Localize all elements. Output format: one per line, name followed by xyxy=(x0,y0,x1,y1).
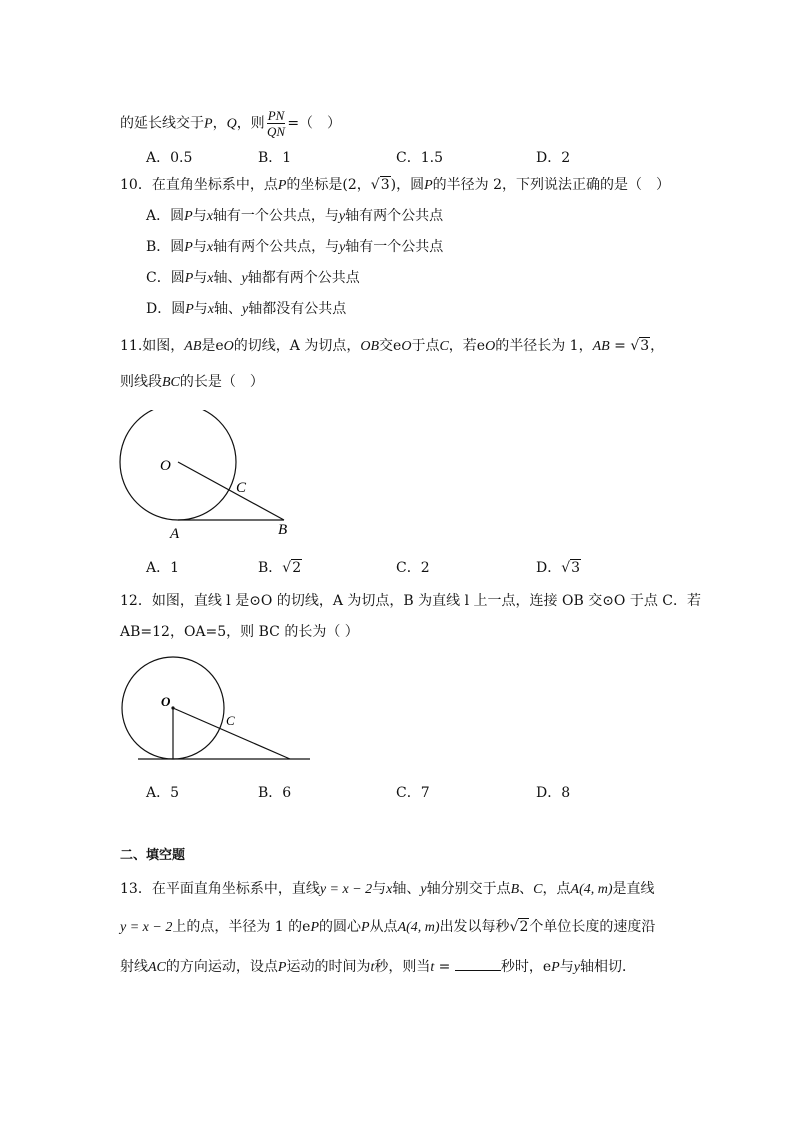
q13-text: 从点 xyxy=(369,919,398,935)
q12-option-b[interactable]: B．6 xyxy=(258,785,292,801)
var-p: P xyxy=(185,302,194,317)
q13-text: 出发以每秒 xyxy=(439,919,510,935)
option-text: D． xyxy=(536,560,562,576)
q13-stem-line1 xyxy=(120,882,655,897)
q12-option-a[interactable]: A．5 xyxy=(146,785,180,801)
q9-option-b[interactable]: B．1 xyxy=(258,150,292,166)
q13-text: 运动的时间为 xyxy=(286,959,371,975)
q11-text: 的半径长为 1， xyxy=(495,338,593,354)
radicand: 2 xyxy=(519,919,529,935)
sqrt-symbol: √ xyxy=(370,177,380,193)
fraction-denominator: QN xyxy=(266,124,286,139)
var-o: O xyxy=(485,339,496,354)
circle-symbol: e xyxy=(302,919,311,935)
var-c: C xyxy=(439,339,449,354)
q11-text: 交 xyxy=(379,338,394,354)
q10-option-a[interactable] xyxy=(146,209,443,224)
q9-text: ，则 xyxy=(236,115,265,132)
q12-label-c: C xyxy=(226,713,235,728)
q13-stem-line3 xyxy=(120,958,636,975)
sqrt-3 xyxy=(561,560,581,576)
q13-text: 的方向运动，设点 xyxy=(165,959,278,975)
sqrt-2 xyxy=(510,920,530,934)
section-title-fill-in: 二、填空题 xyxy=(120,848,186,863)
option-text: 轴、 xyxy=(213,270,242,286)
q11-option-d[interactable] xyxy=(536,557,581,577)
var-p: P xyxy=(184,240,193,255)
radicand: 3 xyxy=(571,560,581,576)
circle-symbol: e xyxy=(476,338,486,354)
var-b: B xyxy=(510,882,520,897)
q13-text: 13．在平面直角坐标系中，直线 xyxy=(120,881,320,897)
radicand: 2 xyxy=(292,560,302,576)
option-text: 轴都有两个公共点 xyxy=(247,270,360,286)
var-x: x xyxy=(386,882,393,897)
q11-text: 是 xyxy=(201,338,216,354)
q10-option-b[interactable] xyxy=(146,240,443,255)
q11-text: 的长是（ ） xyxy=(179,374,264,390)
option-text: B．圆 xyxy=(146,239,185,255)
q9-option-a[interactable]: A．0.5 xyxy=(146,150,193,166)
option-text: 轴有一个公共点，与 xyxy=(212,208,339,224)
equation-line: y = x − 2 xyxy=(319,882,373,897)
q9-text: 的延长线交于 xyxy=(120,115,204,132)
q9-text: =（ ） xyxy=(287,115,342,132)
var-y: y xyxy=(338,209,346,224)
circle-symbol: e xyxy=(393,338,402,354)
q10-option-c[interactable] xyxy=(146,271,360,286)
var-p: P xyxy=(184,209,193,224)
q13-text: 与 xyxy=(372,881,387,897)
q10-text: 的半径为 2，下列说法正确的是（ ） xyxy=(432,177,670,193)
q12-center-dot xyxy=(171,706,174,709)
option-text: C．圆 xyxy=(146,270,185,286)
var-p: P xyxy=(424,178,433,193)
var-o: O xyxy=(401,339,412,354)
var-p: P xyxy=(361,920,370,935)
var-y: y xyxy=(420,882,427,897)
option-text: C．2 xyxy=(396,560,430,576)
q13-text: 轴相切． xyxy=(579,959,636,975)
var-y: y xyxy=(241,271,248,286)
q13-stem-line2 xyxy=(120,920,655,935)
var-t: t xyxy=(370,960,375,975)
q13-text: 秒，则当 xyxy=(374,959,431,975)
var-x: x xyxy=(206,240,214,255)
option-text: 与 xyxy=(192,239,207,255)
q13-text: 射线 xyxy=(120,959,148,975)
q12-figure xyxy=(110,650,320,770)
var-bc: BC xyxy=(162,375,180,390)
sqrt-3 xyxy=(371,178,391,192)
q11-label-b: B xyxy=(278,522,288,538)
q11-stem-line2 xyxy=(120,375,264,390)
q11-text: 11.如图， xyxy=(120,338,185,354)
var-q: Q xyxy=(226,116,237,132)
q9-option-c[interactable]: C．1.5 xyxy=(396,150,443,166)
option-text: 轴有两个公共点 xyxy=(345,208,444,224)
var-x: x xyxy=(207,271,214,286)
q10-option-d[interactable] xyxy=(146,302,346,317)
option-text: B． xyxy=(258,560,283,576)
var-p: P xyxy=(184,271,194,286)
option-text: 与 xyxy=(192,208,207,224)
q12-stem-line1: 12．如图，直线 l 是⊙O 的切线，A 为切点，B 为直线 l 上一点，连接 OB 交⊙O 于点 C．若 xyxy=(120,593,702,609)
q10-stem xyxy=(120,178,670,193)
sqrt-2 xyxy=(282,560,302,576)
answer-blank[interactable] xyxy=(455,958,501,971)
option-text: 轴有两个公共点，与 xyxy=(213,239,340,255)
q11-text: 的切线，A 为切点， xyxy=(233,338,361,354)
q13-text: 、 xyxy=(519,881,534,897)
q13-text: 秒时， xyxy=(500,959,543,975)
var-p: P xyxy=(310,920,319,935)
option-text: 与 xyxy=(193,270,208,286)
option-text: A．1 xyxy=(146,560,180,576)
var-x: x xyxy=(206,209,213,224)
var-a: A xyxy=(570,882,580,897)
q11-label-c: C xyxy=(236,480,247,496)
q11-segment-ob xyxy=(178,462,284,520)
option-text: 轴都没有公共点 xyxy=(248,301,347,317)
q11-text: ，若 xyxy=(448,338,477,354)
equals-sign: = xyxy=(434,959,455,975)
circle-symbol: e xyxy=(542,959,552,975)
equation-line: y = x − 2 xyxy=(120,920,173,935)
sqrt-symbol: √ xyxy=(509,919,519,935)
var-ob: OB xyxy=(360,339,380,354)
q11-label-o: O xyxy=(160,458,171,474)
var-y: y xyxy=(339,240,346,255)
q12-option-c[interactable]: C．7 xyxy=(396,785,430,801)
q13-text: 是直线 xyxy=(612,881,655,897)
q11-option-a[interactable] xyxy=(146,557,179,577)
sqrt-symbol: √ xyxy=(282,560,292,576)
q13-text: 的圆心 xyxy=(319,919,361,935)
var-p: P xyxy=(277,960,287,975)
point-coordinate: (4, m) xyxy=(579,882,613,897)
q11-label-a: A xyxy=(170,526,180,542)
var-ac: AC xyxy=(148,960,166,975)
q11-stem-line1 xyxy=(120,339,664,354)
q11-text: 于点 xyxy=(411,338,440,354)
sqrt-symbol: √ xyxy=(561,560,571,576)
var-ab: AB xyxy=(184,339,202,354)
var-o: O xyxy=(223,339,234,354)
q10-text: )，圆 xyxy=(390,177,425,193)
sqrt-symbol: √ xyxy=(630,338,640,354)
q11-option-b[interactable] xyxy=(258,557,302,577)
option-text: 轴有一个公共点 xyxy=(345,239,444,255)
var-y: y xyxy=(242,302,249,317)
q11-option-c[interactable] xyxy=(396,557,430,577)
var-x: x xyxy=(207,302,215,317)
q12-label-o: O xyxy=(161,694,171,709)
q9-text: ， xyxy=(212,115,227,132)
option-text: 与 xyxy=(193,301,208,317)
q13-text: 与 xyxy=(559,959,574,975)
var-t: t xyxy=(430,960,435,975)
option-text: A．圆 xyxy=(146,208,185,224)
q9-stem xyxy=(120,108,341,139)
q12-stem-line2: AB=12，OA=5，则 BC 的长为（ ） xyxy=(120,624,359,640)
var-p: P xyxy=(204,116,213,132)
q13-text: 轴分别交于点 xyxy=(426,881,511,897)
var-y: y xyxy=(573,960,580,975)
option-text: D．圆 xyxy=(146,301,186,317)
q10-text: 10．在直角坐标系中，点 xyxy=(120,177,278,193)
var-c: C xyxy=(533,882,543,897)
q12-option-d[interactable]: D．8 xyxy=(536,785,571,801)
fraction-pn-qn xyxy=(267,108,286,139)
q13-text: ，点 xyxy=(542,881,571,897)
q11-figure xyxy=(110,410,310,545)
sqrt-3 xyxy=(630,339,650,353)
var-ab: AB xyxy=(592,339,610,354)
q13-text: 个单位长度的速度沿 xyxy=(529,919,656,935)
q13-text: 上的点，半径为 1 的 xyxy=(172,919,303,935)
q13-text: 轴、 xyxy=(392,881,421,897)
var-a: A xyxy=(397,920,407,935)
radicand: 3 xyxy=(380,177,390,193)
point-coordinate: (4, m) xyxy=(406,920,440,935)
q11-text: 则线段 xyxy=(120,374,162,390)
q10-text: 的坐标是(2， xyxy=(286,177,371,193)
q9-option-d[interactable]: D．2 xyxy=(536,150,571,166)
var-p: P xyxy=(551,960,560,975)
fraction-numerator: PN xyxy=(267,108,285,123)
q11-circle xyxy=(120,410,236,520)
radicand: 3 xyxy=(640,338,650,354)
var-p: P xyxy=(277,178,287,193)
circle-symbol: e xyxy=(215,338,224,354)
option-text: 轴、 xyxy=(214,301,243,317)
equals-sign: = xyxy=(609,338,631,354)
q11-text: ， xyxy=(650,338,665,354)
